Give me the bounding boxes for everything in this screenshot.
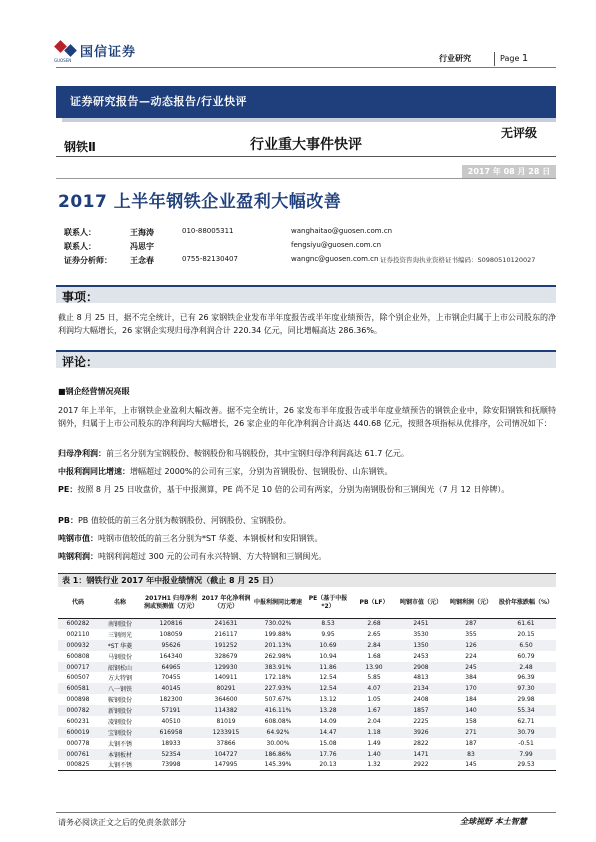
table-header-row bbox=[58, 588, 556, 618]
contact-name: 王海涛 bbox=[130, 228, 154, 237]
page-title: 2017 上半年钢铁企业盈利大幅改善 bbox=[58, 192, 342, 212]
table-cell: 199.88% bbox=[264, 630, 292, 638]
table-cell: 328679 bbox=[214, 652, 238, 660]
table-cell: 145 bbox=[446, 760, 496, 771]
comment-item bbox=[58, 447, 556, 460]
table-cell: 17.76 bbox=[304, 749, 352, 760]
table-cell: 145.39% bbox=[252, 760, 304, 771]
comments-heading: 评论： bbox=[62, 355, 99, 369]
table-cell: 507.67% bbox=[264, 696, 292, 704]
table-cell: 416.11% bbox=[252, 705, 304, 716]
table-cell: 216117 bbox=[214, 630, 238, 638]
rating-label: 无评级 bbox=[501, 126, 538, 140]
comment-item-label: 中报利润同比增速： bbox=[58, 467, 130, 476]
table-cell: 96.39 bbox=[517, 674, 535, 682]
table-cell: 2822 bbox=[413, 739, 429, 747]
contact-role: 联系人： bbox=[64, 228, 96, 237]
table-cell: 太钢不锈 bbox=[98, 760, 142, 771]
column-header: PE（基于中报*2） bbox=[304, 588, 352, 618]
table-cell: 000761 bbox=[58, 749, 98, 760]
table-row bbox=[58, 705, 556, 716]
table-cell: 000782 bbox=[58, 705, 98, 716]
column-header: 吨钢利润（元） bbox=[446, 588, 496, 618]
table-cell: 太钢不锈 bbox=[107, 740, 132, 748]
table-cell: 14.09 bbox=[319, 717, 337, 725]
table-cell: 37866 bbox=[216, 739, 236, 747]
header-divider bbox=[56, 67, 556, 68]
table-cell: 13.28 bbox=[304, 705, 352, 716]
comment-item bbox=[58, 483, 556, 496]
table-cell: 1350 bbox=[396, 640, 446, 651]
events-heading: 事项： bbox=[62, 290, 99, 304]
table-cell: 600507 bbox=[66, 674, 90, 682]
contact-role: 联系人： bbox=[64, 242, 96, 251]
table-cell: *ST 华菱 bbox=[98, 640, 142, 651]
table-cell: 新钢股份 bbox=[98, 705, 142, 716]
table-cell: 97.30 bbox=[496, 683, 556, 694]
comment-item-text: 吨钢市值较低的前三名分别为*ST 华菱、本钢板材和安阳钢铁。 bbox=[98, 534, 323, 543]
brand-name: 国信证券 bbox=[80, 45, 137, 60]
table-cell: 191252 bbox=[200, 640, 252, 651]
table-cell: 30.00% bbox=[266, 739, 290, 747]
comment-item-text: PB 值较低的前三名分别为鞍钢股份、河钢股份、宝钢股份。 bbox=[77, 516, 291, 525]
comment-item-label: 吨钢利润： bbox=[58, 552, 98, 561]
table-cell: 172.18% bbox=[264, 674, 292, 682]
table-row bbox=[58, 716, 556, 727]
table-cell: 64965 bbox=[142, 662, 200, 673]
table-row bbox=[58, 683, 556, 694]
table-cell: 64.92% bbox=[252, 727, 304, 738]
table-cell: 10.94 bbox=[319, 652, 337, 660]
comments-intro: 2017 年上半年，上市钢铁企业盈利大幅改善。据不完全统计，26 家发布半年度报告或半年度业绩预告的钢铁企业中，除安阳钢铁和抚顺特钢外，归属于上市公司股东的净利润均大幅增长，26 家企业的年化净利润合计高达 440.68 亿元，按照各项指标从优排序，公司情况如下： bbox=[58, 406, 556, 428]
table-cell: 245 bbox=[446, 662, 496, 673]
table-cell: 120816 bbox=[142, 618, 200, 629]
table-cell: 14.47 bbox=[304, 727, 352, 738]
table-cell: 20.15 bbox=[517, 630, 535, 638]
page-label: Page bbox=[500, 54, 520, 63]
table-cell: 马钢股份 bbox=[107, 653, 132, 661]
table-cell: 201.13% bbox=[252, 640, 304, 651]
table-cell: 61.61 bbox=[496, 618, 556, 629]
comments-section-header bbox=[56, 350, 556, 368]
table-cell: 271 bbox=[446, 727, 496, 738]
earnings-table bbox=[58, 588, 556, 771]
table-cell: 164340 bbox=[159, 652, 183, 660]
table-cell: 1.32 bbox=[352, 760, 396, 771]
table-cell: 40145 bbox=[142, 683, 200, 694]
table-cell: 2.84 bbox=[352, 640, 396, 651]
table-row bbox=[58, 640, 556, 651]
table-row bbox=[58, 629, 556, 640]
table-cell: 129930 bbox=[200, 662, 252, 673]
contact-email[interactable]: wangnc@guosen.com.cn bbox=[291, 255, 379, 263]
date-divider bbox=[56, 178, 556, 179]
table-cell: 81019 bbox=[216, 717, 236, 725]
table-cell: 600282 bbox=[58, 618, 98, 629]
table-cell: 108059 bbox=[159, 630, 183, 638]
table-cell: 730.02% bbox=[252, 618, 304, 629]
table-cell: 126 bbox=[446, 640, 496, 651]
contact-email[interactable]: wanghaitao@guosen.com.cn bbox=[291, 227, 393, 235]
table-cell: 70455 bbox=[161, 674, 181, 682]
table-cell: 4.07 bbox=[352, 683, 396, 694]
table-cell: 10.69 bbox=[304, 640, 352, 651]
table-cell: 1.40 bbox=[352, 749, 396, 760]
report-date: 2017 年 08 月 28 日 bbox=[462, 165, 556, 179]
table-cell: 2225 bbox=[413, 717, 429, 725]
table-cell: 鞍钢股份 bbox=[107, 697, 132, 705]
table-row bbox=[58, 738, 556, 749]
table-cell: -0.51 bbox=[518, 739, 534, 747]
table-cell: 1.05 bbox=[367, 696, 381, 704]
contact-name: 王念春 bbox=[130, 256, 154, 265]
table-cell: 8.53 bbox=[304, 618, 352, 629]
table-cell: 13.12 bbox=[319, 696, 337, 704]
table-cell: 000825 bbox=[58, 760, 98, 771]
contact-phone: 0755-82130407 bbox=[182, 255, 238, 263]
comment-item-label: 吨钢市值： bbox=[58, 534, 98, 543]
table-cell: 1.18 bbox=[352, 727, 396, 738]
column-header: 2017 年化净利润（万元） bbox=[200, 588, 252, 618]
table-row bbox=[58, 672, 556, 683]
comment-item bbox=[58, 514, 556, 527]
comment-item bbox=[58, 465, 556, 478]
table-cell: 2.68 bbox=[352, 618, 396, 629]
table-cell: 3530 bbox=[413, 630, 429, 638]
comment-item-label: PB： bbox=[58, 516, 78, 525]
table-cell: 三钢闽光 bbox=[107, 631, 132, 639]
table-cell: 2.48 bbox=[496, 662, 556, 673]
table-cell: 83 bbox=[446, 749, 496, 760]
table-cell: 方大特钢 bbox=[107, 675, 132, 683]
table-cell: 184 bbox=[465, 696, 477, 704]
contact-role: 证券分析师： bbox=[64, 256, 112, 265]
table-cell: 2922 bbox=[396, 760, 446, 771]
company-slogan: 全球视野 本土智慧 bbox=[460, 817, 527, 826]
industry-name: 钢铁Ⅱ bbox=[64, 140, 96, 154]
table-row bbox=[58, 694, 556, 705]
table-row bbox=[58, 651, 556, 662]
table-cell: 57191 bbox=[142, 705, 200, 716]
table-cell: 2134 bbox=[396, 683, 446, 694]
table-cell: 187 bbox=[465, 739, 477, 747]
table-cell: 2.65 bbox=[367, 630, 381, 638]
table-row bbox=[58, 760, 556, 771]
table-cell: 000778 bbox=[66, 739, 90, 747]
table-cell: 114382 bbox=[200, 705, 252, 716]
table-cell: 2453 bbox=[413, 652, 429, 660]
comment-item bbox=[58, 532, 556, 545]
comment-item-text: 前三名分别为宝钢股份、鞍钢股份和马钢股份，其中宝钢归母净利润高达 61.7 亿元。 bbox=[106, 449, 409, 458]
logo-mark-icon bbox=[54, 40, 78, 60]
table-cell: 384 bbox=[465, 674, 477, 682]
table-cell: 1233915 bbox=[200, 727, 252, 738]
table-cell: 287 bbox=[446, 618, 496, 629]
events-text: 截止 8 月 25 日，据不完全统计，已有 26 家钢铁企业发布半年度报告或半年度业绩预告，除个别企业外，上市钢企归属于上市公司股东的净利润均大幅增长，26 家钢企实现归母净利润合计 220.34 亿元，同比增幅高达 286.36%。 bbox=[58, 313, 556, 335]
table-cell: 52354 bbox=[142, 749, 200, 760]
table-cell: 2408 bbox=[413, 696, 429, 704]
table-cell: 140 bbox=[446, 705, 496, 716]
table-cell: 60.79 bbox=[517, 652, 535, 660]
table-cell: 608.08% bbox=[264, 717, 292, 725]
table-cell: 182300 bbox=[159, 696, 183, 704]
table-cell: 八一钢铁 bbox=[98, 683, 142, 694]
table-cell: 104727 bbox=[200, 749, 252, 760]
contact-name: 冯思宇 bbox=[130, 242, 154, 251]
table-cell: 1471 bbox=[396, 749, 446, 760]
column-header: 名称 bbox=[98, 588, 142, 618]
table-cell: 20.13 bbox=[304, 760, 352, 771]
column-header: PB（LF） bbox=[352, 588, 396, 618]
table-cell: 11.86 bbox=[304, 662, 352, 673]
comment-item bbox=[58, 550, 556, 563]
comment-item-label: PE： bbox=[58, 485, 78, 494]
table-cell: 40510 bbox=[161, 717, 181, 725]
report-subtitle: 行业重大事件快评 bbox=[250, 137, 362, 153]
table-cell: 南钢股份 bbox=[98, 618, 142, 629]
table-cell: 364600 bbox=[214, 696, 238, 704]
table-cell: 224 bbox=[465, 652, 477, 660]
column-header: 代码 bbox=[58, 588, 98, 618]
table-cell: 600231 bbox=[66, 717, 90, 725]
subtitle-divider bbox=[56, 156, 556, 157]
comment-item-text: 按照 8 月 25 日收盘价，基于中报测算，PE 尚不足 10 倍的公司有两家，分别为南钢股份和三钢闽光（7 月 12 日停牌）。 bbox=[77, 485, 510, 494]
table-cell: 62.71 bbox=[517, 717, 535, 725]
footer-divider bbox=[56, 812, 556, 813]
table-title: 表 1：钢铁行业 2017 年中报业绩情况（截止 8 月 25 日） bbox=[58, 573, 556, 587]
report-category: 行业研究 bbox=[433, 52, 495, 66]
table-cell: 600581 bbox=[58, 683, 98, 694]
table-cell: 262.98% bbox=[264, 652, 292, 660]
table-cell: 4813 bbox=[413, 674, 429, 682]
column-header: 2017H1 归母净利润或预测值（万元） bbox=[142, 588, 200, 618]
contact-phone: 010-88005311 bbox=[182, 227, 234, 235]
comment-item-text: 吨钢利润超过 300 元的公司有永兴特钢、方大特钢和三钢闽光。 bbox=[98, 552, 327, 561]
table-cell: 6.50 bbox=[496, 640, 556, 651]
table-cell: 18933 bbox=[161, 739, 181, 747]
company-logo bbox=[54, 40, 166, 62]
page-number: 1 bbox=[521, 53, 529, 64]
table-cell: 7.99 bbox=[496, 749, 556, 760]
table-cell: 29.98 bbox=[517, 696, 535, 704]
column-header: 吨钢市值（元） bbox=[396, 588, 446, 618]
table-cell: 002110 bbox=[66, 630, 90, 638]
table-row bbox=[58, 749, 556, 760]
table-cell: 凌钢股份 bbox=[107, 718, 132, 726]
table-cell: 000717 bbox=[58, 662, 98, 673]
table-cell: 147995 bbox=[200, 760, 252, 771]
column-header: 股价年涨跌幅（%） bbox=[496, 588, 556, 618]
table-cell: 170 bbox=[446, 683, 496, 694]
table-cell: 227.93% bbox=[252, 683, 304, 694]
table-cell: 1.68 bbox=[367, 652, 381, 660]
table-cell: 140911 bbox=[214, 674, 238, 682]
table-cell: 186.86% bbox=[252, 749, 304, 760]
contact-email[interactable]: fengsiyu@guosen.com.cn bbox=[291, 241, 382, 249]
analyst-certificate: 证券投资咨询执业资格证书编码：S0980510120027 bbox=[380, 256, 536, 264]
table-row bbox=[58, 662, 556, 673]
table-cell: 2.04 bbox=[367, 717, 381, 725]
table-cell: 95626 bbox=[142, 640, 200, 651]
table-cell: 30.79 bbox=[496, 727, 556, 738]
table-cell: 韶钢松山 bbox=[98, 662, 142, 673]
table-cell: 600019 bbox=[58, 727, 98, 738]
table-row bbox=[58, 727, 556, 738]
report-type-banner: 证券研究报告—动态报告/行业快评 bbox=[56, 86, 556, 118]
table-cell: 3926 bbox=[396, 727, 446, 738]
table-cell: 2908 bbox=[396, 662, 446, 673]
page-indicator bbox=[496, 52, 556, 66]
table-cell: 1.49 bbox=[367, 739, 381, 747]
table-cell: 73998 bbox=[142, 760, 200, 771]
table-row bbox=[58, 618, 556, 629]
table-cell: 12.54 bbox=[319, 674, 337, 682]
table-cell: 12.54 bbox=[304, 683, 352, 694]
comments-subheading: ■钢企经营情况亮眼 bbox=[58, 387, 130, 396]
table-cell: 355 bbox=[465, 630, 477, 638]
table-cell: 1857 bbox=[396, 705, 446, 716]
table-cell: 13.90 bbox=[352, 662, 396, 673]
table-cell: 宝钢股份 bbox=[98, 727, 142, 738]
table-cell: 000898 bbox=[66, 696, 90, 704]
table-cell: 80291 bbox=[200, 683, 252, 694]
comment-item-label: 归母净利润： bbox=[58, 449, 106, 458]
events-section-header bbox=[56, 285, 556, 303]
table-cell: 5.85 bbox=[367, 674, 381, 682]
table-cell: 616958 bbox=[142, 727, 200, 738]
table-cell: 1.67 bbox=[352, 705, 396, 716]
table-cell: 29.53 bbox=[496, 760, 556, 771]
table-cell: 9.95 bbox=[321, 630, 335, 638]
table-cell: 55.34 bbox=[496, 705, 556, 716]
table-cell: 383.91% bbox=[252, 662, 304, 673]
table-cell: 158 bbox=[465, 717, 477, 725]
table-cell: 600808 bbox=[66, 652, 90, 660]
banner-shadow bbox=[62, 118, 556, 122]
table-cell: 241631 bbox=[200, 618, 252, 629]
comment-item-text: 增幅超过 2000%的公司有三家，分别为首钢股份、包钢股份、山东钢铁。 bbox=[130, 467, 393, 476]
column-header: 中报利润同比增速 bbox=[252, 588, 304, 618]
table-cell: 2451 bbox=[396, 618, 446, 629]
disclaimer-note: 请务必阅读正文之后的免责条款部分 bbox=[58, 818, 186, 827]
table-cell: 15.08 bbox=[319, 739, 337, 747]
brand-sub: GUOSEN bbox=[54, 58, 72, 63]
table-cell: 本钢板材 bbox=[98, 749, 142, 760]
table-cell: 000932 bbox=[58, 640, 98, 651]
